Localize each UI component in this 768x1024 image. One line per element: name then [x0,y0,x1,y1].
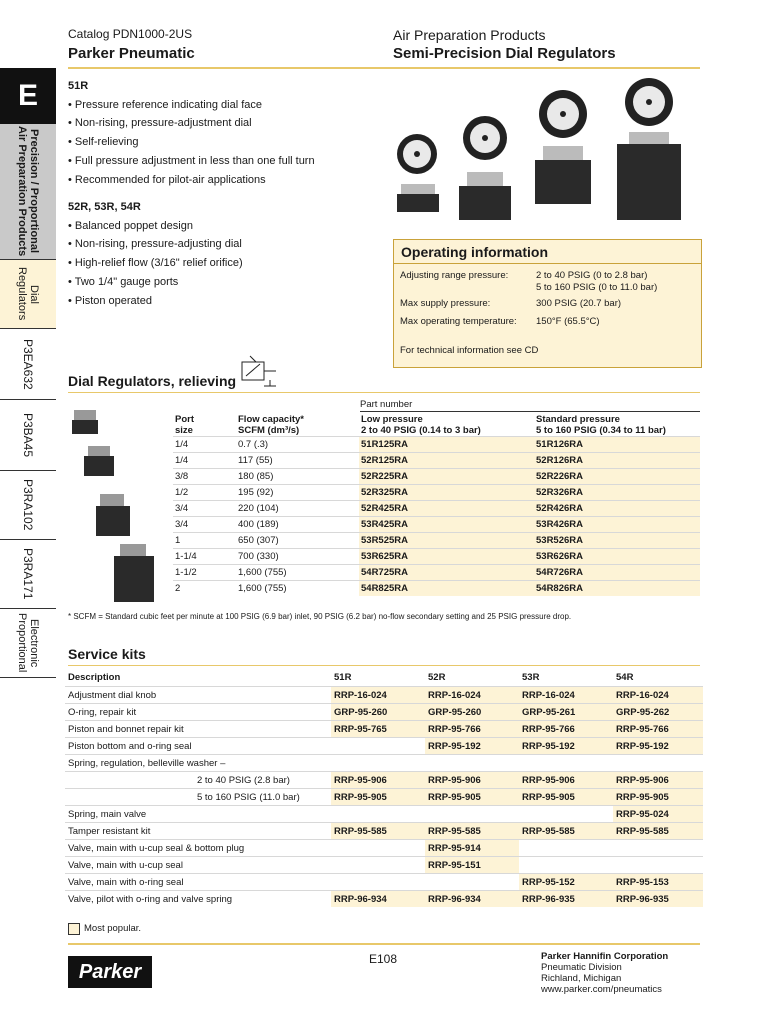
dial-table-product-images [68,406,168,606]
flow-capacity-cell: 117 (55) [236,453,359,469]
feature-item: • Recommended for pilot-air applications [68,173,266,186]
flow-capacity-cell: 700 (330) [236,549,359,565]
feature-item: • Piston operated [68,294,152,307]
feature-item: • Self-relieving [68,136,139,149]
low-pressure-part-cell: 51R125RA [359,437,534,453]
kits-table-row [65,874,703,891]
dial-table-row [173,469,700,485]
feature-item: • Non-rising, pressure-adjustment dial [68,117,252,130]
standard-pressure-part-cell: 53R526RA [534,533,700,549]
kits-table-row [65,891,703,908]
category-title: Air Preparation Products [393,27,546,43]
kit-part-cell: RRP-95-906 [331,772,425,789]
sidetab-p3ra102[interactable] [0,471,56,540]
kit-part-cell: RRP-95-153 [613,874,703,891]
low-pressure-part-cell: 52R125RA [359,453,534,469]
port-size-cell: 1/4 [173,453,236,469]
dial-table-row [173,549,700,565]
sidetab-label: P3RA171 [21,548,35,600]
feature-item: • High-relief flow (3/16" relief orifice) [68,257,243,270]
col-51r: 51R [334,671,352,683]
standard-pressure-part-cell: 52R326RA [534,485,700,501]
dial-table-row [173,485,700,501]
flow-capacity-cell: 1,600 (755) [236,581,359,597]
low-pressure-part-cell: 54R725RA [359,565,534,581]
features-52r-53r-54r [68,198,388,310]
kit-part-cell [331,857,425,874]
standard-pressure-part-cell: 52R426RA [534,501,700,517]
dial-regulators-title: Dial Regulators, relieving [68,373,237,389]
kit-part-cell: RRP-95-192 [425,738,519,755]
low-pressure-part-cell: 52R325RA [359,485,534,501]
kit-part-cell: RRP-96-935 [519,891,613,908]
kit-part-cell: RRP-96-935 [613,891,703,908]
company-address [541,962,662,995]
kit-part-cell [519,806,613,823]
col-54r: 54R [616,671,634,683]
op-label: Max operating temperature: [400,316,517,327]
kit-part-cell [519,857,613,874]
dial-table-row [173,517,700,533]
dial-table-row [173,453,700,469]
parker-logo: Parker [68,956,152,988]
kit-description-cell: Tamper resistant kit [65,823,331,840]
standard-pressure-part-cell: 52R226RA [534,469,700,485]
port-size-cell: 1/2 [173,485,236,501]
kit-part-cell: RRP-95-024 [613,806,703,823]
port-size-cell: 1 [173,533,236,549]
kits-table-row [65,789,703,806]
standard-pressure-part-cell: 54R726RA [534,565,700,581]
regulator-product-photos [393,76,703,236]
kit-description-cell: Spring, regulation, belleville washer – [65,755,331,772]
flow-capacity-cell: 220 (104) [236,501,359,517]
flow-capacity-cell: 400 (189) [236,517,359,533]
kits-table-row [65,857,703,874]
sidetab-precision[interactable] [0,124,56,260]
address-line: Pneumatic Division [541,962,622,973]
kits-table-row [65,823,703,840]
kit-part-cell: RRP-95-765 [331,721,425,738]
scfm-footnote: * SCFM = Standard cubic feet per minute at 100 PSIG (6.9 bar) inlet, 90 PSIG (6.2 bar) no-flow secondary setting and 25 PSIG pressure drop. [68,612,572,621]
relieving-regulator-symbol-icon [236,352,278,388]
kit-part-cell [425,874,519,891]
kit-part-cell: RRP-95-906 [519,772,613,789]
kit-part-cell [331,755,425,772]
port-size-cell: 3/4 [173,517,236,533]
dial-regulators-table [173,414,700,596]
company-name: Parker Hannifin Corporation [541,951,669,962]
kit-part-cell [613,857,703,874]
kit-part-cell [519,840,613,857]
feature-heading: 52R, 53R, 54R [68,201,141,213]
part-number-header: Part number [360,399,413,410]
section-letter-tab[interactable]: E [0,68,56,124]
kit-description-cell: O-ring, repair kit [65,704,331,721]
low-pressure-part-cell: 54R825RA [359,581,534,597]
dial-section-rule [68,392,700,393]
kits-table-row [65,738,703,755]
op-label: Max supply pressure: [400,298,491,309]
kit-description-cell: Piston and bonnet repair kit [65,721,331,738]
kit-description-cell: Valve, main with o-ring seal [65,874,331,891]
service-kits-title: Service kits [68,646,146,662]
catalog-number: Catalog PDN1000-2US [68,27,193,41]
kit-part-cell [425,806,519,823]
website-link[interactable]: www.parker.com/pneumatics [541,984,662,995]
col-standard-pressure: Standard pressure 5 to 160 PSIG (0.34 to 11 bar) [536,414,666,436]
kit-description-cell: 2 to 40 PSIG (2.8 bar) [65,772,331,789]
kit-part-cell: RRP-95-766 [613,721,703,738]
standard-pressure-part-cell: 53R426RA [534,517,700,533]
kit-part-cell: RRP-95-905 [519,789,613,806]
kit-description-cell: Piston bottom and o-ring seal [65,738,331,755]
col-port-size: Port size [175,414,194,436]
kit-description-cell: Valve, main with u-cup seal [65,857,331,874]
flow-capacity-cell: 0.7 (.3) [236,437,359,453]
kit-part-cell [613,755,703,772]
op-value: 300 PSIG (20.7 bar) [536,298,622,309]
regulator-54r-image [617,78,681,220]
kit-part-cell: RRP-95-585 [613,823,703,840]
kit-part-cell: RRP-95-905 [613,789,703,806]
port-size-cell: 1-1/4 [173,549,236,565]
kit-part-cell: RRP-95-585 [425,823,519,840]
kit-part-cell: RRP-96-934 [331,891,425,908]
low-pressure-part-cell: 53R425RA [359,517,534,533]
low-pressure-part-cell: 53R525RA [359,533,534,549]
col-flow-capacity: Flow capacity* SCFM (dm³/s) [238,414,304,436]
port-size-cell: 1/4 [173,437,236,453]
sidetab-label: P3BA45 [21,412,35,458]
regulator-51r-thumb [72,410,98,434]
kit-part-cell: RRP-16-024 [425,687,519,704]
kit-part-cell: RRP-95-766 [425,721,519,738]
flow-capacity-cell: 650 (307) [236,533,359,549]
service-kits-table [65,668,703,907]
feature-item: • Non-rising, pressure-adjusting dial [68,238,242,251]
kit-part-cell: RRP-95-914 [425,840,519,857]
port-size-cell: 2 [173,581,236,597]
feature-item: • Balanced poppet design [68,219,193,232]
kits-table-row [65,687,703,704]
kit-part-cell: RRP-95-585 [519,823,613,840]
low-pressure-part-cell: 53R625RA [359,549,534,565]
kit-part-cell: RRP-16-024 [519,687,613,704]
kit-part-cell: GRP-95-260 [331,704,425,721]
regulator-52r-image [459,116,511,220]
kit-part-cell [519,755,613,772]
low-pressure-part-cell: 52R425RA [359,501,534,517]
kit-part-cell: RRP-95-905 [331,789,425,806]
kit-part-cell: RRP-95-192 [519,738,613,755]
feature-item: • Full pressure adjustment in less than one full turn [68,154,315,167]
kits-table-row [65,840,703,857]
sidetab-p3ra171[interactable] [0,540,56,609]
brand-name: Parker Pneumatic [68,45,195,62]
sidetab-label: Dial Regulators [16,267,40,321]
kit-part-cell: RRP-16-024 [613,687,703,704]
sidetab-label: P3RA102 [21,479,35,531]
dial-table-row [173,565,700,581]
regulator-53r-thumb [96,494,130,536]
dial-table-row [173,501,700,517]
kit-part-cell: RRP-95-766 [519,721,613,738]
kit-description-cell: Spring, main valve [65,806,331,823]
port-size-cell: 1-1/2 [173,565,236,581]
sidetab-label: P3EA632 [21,338,35,390]
kit-part-cell [331,738,425,755]
flow-capacity-cell: 195 (92) [236,485,359,501]
kit-part-cell [331,806,425,823]
kit-description-cell: Adjustment dial knob [65,687,331,704]
op-value: 5 to 160 PSIG (0 to 11.0 bar) [536,282,658,293]
product-title: Semi-Precision Dial Regulators [393,45,616,62]
kit-part-cell [613,840,703,857]
low-pressure-part-cell: 52R225RA [359,469,534,485]
kits-table-row [65,721,703,738]
features-51r [68,77,388,189]
dial-table-row [173,581,700,597]
kit-part-cell: RRP-95-906 [425,772,519,789]
feature-item: • Two 1/4" gauge ports [68,275,179,288]
kit-part-cell: GRP-95-262 [613,704,703,721]
kit-part-cell: RRP-95-905 [425,789,519,806]
operating-info-rule [394,263,701,264]
regulator-53r-image [535,90,591,204]
col-low-pressure: Low pressure 2 to 40 PSIG (0.14 to 3 bar) [361,414,481,436]
standard-pressure-part-cell: 54R826RA [534,581,700,597]
kit-part-cell: GRP-95-260 [425,704,519,721]
kit-part-cell [331,840,425,857]
dial-table-header [173,414,700,437]
kit-part-cell [331,874,425,891]
op-note: For technical information see CD [400,345,539,356]
port-size-cell: 3/8 [173,469,236,485]
sidetab-p3ea632[interactable] [0,329,56,400]
op-value: 150°F (65.5°C) [536,316,600,327]
op-label: Adjusting range pressure: [400,270,509,281]
kits-section-rule [68,665,700,666]
kit-part-cell: RRP-95-151 [425,857,519,874]
kit-part-cell: RRP-95-585 [331,823,425,840]
operating-info-box [393,239,702,368]
part-number-rule [360,411,700,412]
regulator-51r-image [397,134,439,212]
regulator-52r-thumb [84,446,114,476]
sidetab-electronic-proportional[interactable] [0,609,56,678]
port-size-cell: 3/4 [173,501,236,517]
sidetab-label: Precision / Proportional Air Preparation Products [16,126,40,257]
kits-table-row [65,704,703,721]
kit-part-cell: RRP-96-934 [425,891,519,908]
sidetab-label: Electronic Proportional [16,613,40,673]
kit-description-cell: Valve, pilot with o-ring and valve spring [65,891,331,908]
op-value: 2 to 40 PSIG (0 to 2.8 bar) [536,270,648,281]
standard-pressure-part-cell: 52R126RA [534,453,700,469]
dial-table-row [173,437,700,453]
address-line: Richland, Michigan [541,973,622,984]
regulator-54r-thumb [114,544,154,602]
sidetab-dial-regulators[interactable] [0,260,56,329]
feature-item: • Pressure reference indicating dial face [68,98,263,111]
col-52r: 52R [428,671,446,683]
standard-pressure-part-cell: 53R626RA [534,549,700,565]
dial-table-row [173,533,700,549]
header-rule [68,67,700,69]
kit-part-cell: RRP-95-152 [519,874,613,891]
flow-capacity-cell: 1,600 (755) [236,565,359,581]
col-53r: 53R [522,671,540,683]
kit-part-cell: RRP-95-192 [613,738,703,755]
page-number: E108 [369,952,398,966]
kit-part-cell: RRP-16-024 [331,687,425,704]
footer-rule [68,943,700,945]
flow-capacity-cell: 180 (85) [236,469,359,485]
sidetab-p3ba45[interactable] [0,400,56,471]
most-popular-legend: Most popular. [84,923,142,934]
kits-table-row [65,755,703,772]
kit-part-cell: RRP-95-906 [613,772,703,789]
operating-info-title: Operating information [401,244,548,260]
kits-table-row [65,772,703,789]
kit-part-cell [425,755,519,772]
standard-pressure-part-cell: 51R126RA [534,437,700,453]
kits-table-header [65,668,703,687]
feature-heading: 51R [68,80,89,92]
col-description: Description [68,671,121,683]
kits-table-row [65,806,703,823]
kit-description-cell: Valve, main with u-cup seal & bottom plug [65,840,331,857]
kit-description-cell: 5 to 160 PSIG (11.0 bar) [65,789,331,806]
most-popular-swatch [68,923,80,935]
kit-part-cell: GRP-95-261 [519,704,613,721]
